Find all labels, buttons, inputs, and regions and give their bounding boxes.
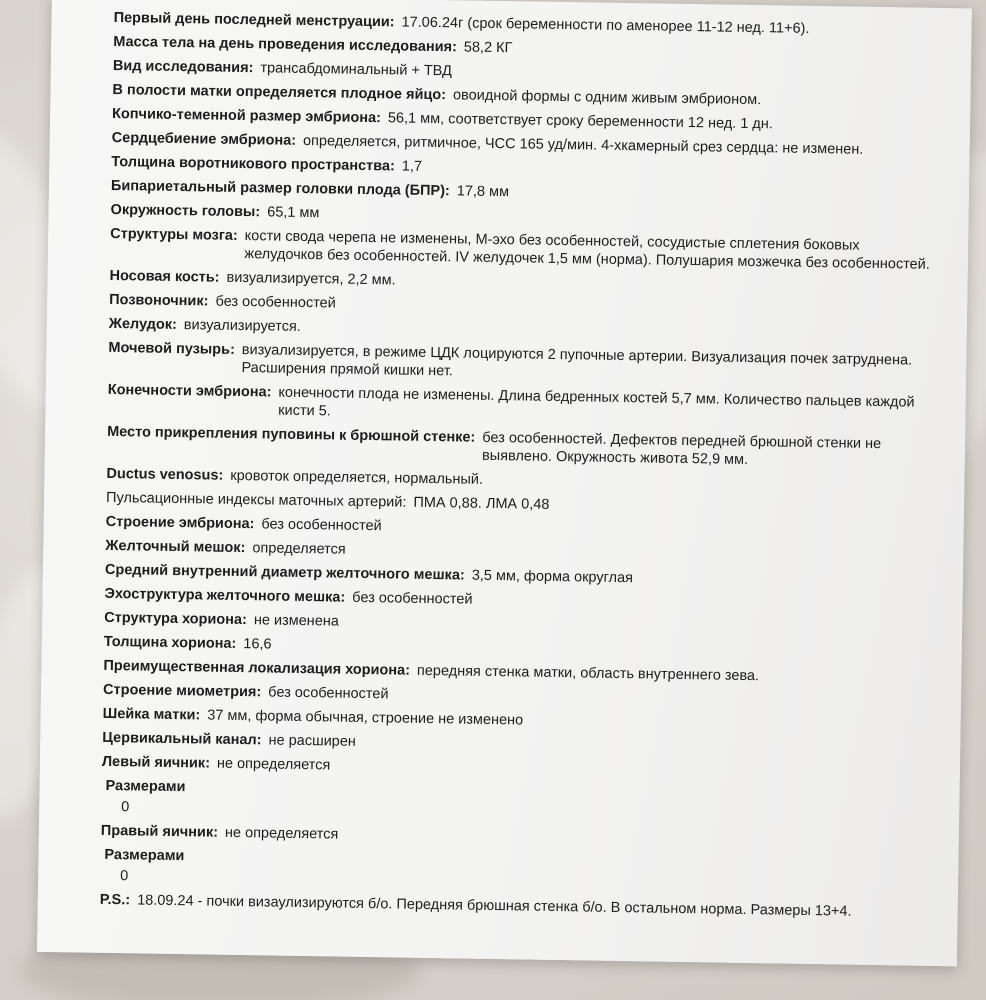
field-label: Первый день последней менструации: <box>113 9 395 31</box>
field-value: 17.06.24г (срок беременности по аменорее 11-12 нед. 11+6). <box>401 14 810 37</box>
field-value: без особенностей <box>215 293 336 312</box>
field-value: 37 мм, форма обычная, строение не изменено <box>207 707 524 729</box>
field-value: без особенностей <box>268 684 389 703</box>
field-label: Копчико-теменной размер эмбриона: <box>111 105 382 127</box>
field-value: без особенностей <box>261 516 382 535</box>
field-bladder <box>108 339 938 388</box>
field-value: конечности плода не изменены. Длина бедренных костей 5,7 мм. Количество пальцев каждой кисти 5. <box>278 384 915 420</box>
field-value: 1,7 <box>401 158 423 175</box>
field-label: Строение миометрия: <box>102 681 262 701</box>
field-value: трансабдоминальный + ТВД <box>260 60 453 80</box>
field-value: без особенностей <box>352 589 473 608</box>
field-label: Желточный мешок: <box>105 537 246 557</box>
field-cord-insertion <box>107 423 937 472</box>
field-label: Структура хориона: <box>104 609 248 629</box>
field-label: Правый яичник: <box>100 822 219 841</box>
field-label: Желудок: <box>108 315 177 334</box>
field-value: 56,1 мм, соответствует сроку беременности 12 нед. 1 дн. <box>387 110 773 133</box>
field-label: Бипариетальный размер головки плода (БПР): <box>110 177 450 200</box>
field-value: кровоток определяется, нормальный. <box>230 467 484 488</box>
field-value: не определяется <box>224 824 339 843</box>
field-label: Вид исследования: <box>112 57 254 77</box>
field-value: визуализируется. <box>183 317 301 335</box>
field-label: Окружность головы: <box>110 201 261 221</box>
field-value: без особенностей. Дефектов передней брюшной стенки не выявлено. Окружность живота 52,9 мм. <box>481 429 882 468</box>
field-brain <box>110 225 940 274</box>
field-label: Сердцебиение эмбриона: <box>111 129 297 149</box>
field-label: Размерами <box>105 777 186 796</box>
field-limbs <box>107 381 937 430</box>
field-label: Пульсационные индексы маточных артерий: <box>105 489 407 511</box>
field-label: P.S.: <box>99 891 131 909</box>
field-value: 65,1 мм <box>267 204 320 222</box>
field-label: Шейка матки: <box>102 705 201 724</box>
field-label: Носовая кость: <box>109 267 220 286</box>
field-value: визуализируется, 2,2 мм. <box>226 269 396 289</box>
field-value: не определяется <box>216 755 331 774</box>
field-label: Преимущественная локализация хориона: <box>103 657 411 679</box>
field-label: Строение эмбриона: <box>105 513 255 533</box>
field-label: Масса тела на день проведения исследования: <box>113 33 457 56</box>
field-value: определяется <box>252 540 346 558</box>
field-value: ПМА 0,88. ЛМА 0,48 <box>413 494 550 513</box>
field-value: 58,2 КГ <box>463 39 513 57</box>
field-label: Толщина хориона: <box>103 633 237 652</box>
field-label: Позвоночник: <box>109 291 209 310</box>
field-value: 0 <box>120 868 129 885</box>
ultrasound-report-sheet <box>37 0 972 966</box>
field-right-ovary-size <box>100 846 931 898</box>
field-label: Средний внутренний диаметр желточного мешка: <box>104 561 465 584</box>
field-label: Мочевой пузырь: <box>108 339 235 358</box>
field-value: передняя стенка матки, область внутреннего зева. <box>416 662 760 685</box>
field-value: не расширен <box>268 732 357 750</box>
field-label: Толщина воротникового пространства: <box>111 153 395 175</box>
field-label: Цервикальный канал: <box>102 729 262 749</box>
field-value: овоидной формы с одним живым эмбрионом. <box>452 87 762 109</box>
field-value: определяется, ритмичное, ЧСС 165 уд/мин. 4-хкамерный срез сердца: не изменен. <box>302 132 864 158</box>
field-value: 18.09.24 - почки визаулизируются б/о. Передняя брюшная стенка б/о. В остальном норма. Размеры 13+4. <box>137 892 852 920</box>
field-label: В полости матки определяется плодное яйцо: <box>112 81 447 104</box>
field-value: не изменена <box>253 612 340 630</box>
field-label: Эхоструктура желточного мешка: <box>104 585 346 606</box>
field-value: визуализируется, в режиме ЦДК лоцируются 2 пупочные артерии. Визуализация почек затруднена. Расширения прямой кишки нет. <box>241 342 913 380</box>
field-label: Размерами <box>104 846 185 865</box>
field-label: Конечности эмбриона: <box>107 381 272 401</box>
field-value: кости свода черепа не изменены, М-эхо без особенностей, сосудистые сплетения боковых желудочков без особенностей. IV желудочек 1,5 мм (норма). Полушария мозжечка без особенностей. <box>244 228 930 273</box>
field-label: Структуры мозга: <box>110 225 238 244</box>
field-value: 17,8 мм <box>456 183 510 201</box>
report-body <box>100 9 944 928</box>
field-value: 0 <box>121 799 130 816</box>
field-value: 16,6 <box>243 636 272 653</box>
field-left-ovary-size <box>101 777 932 829</box>
field-label: Ductus venosus: <box>106 465 224 484</box>
field-value: 3,5 мм, форма округлая <box>471 567 634 587</box>
field-label: Левый яичник: <box>101 753 211 772</box>
field-label: Место прикрепления пуповины к брюшной стенке: <box>107 423 476 446</box>
